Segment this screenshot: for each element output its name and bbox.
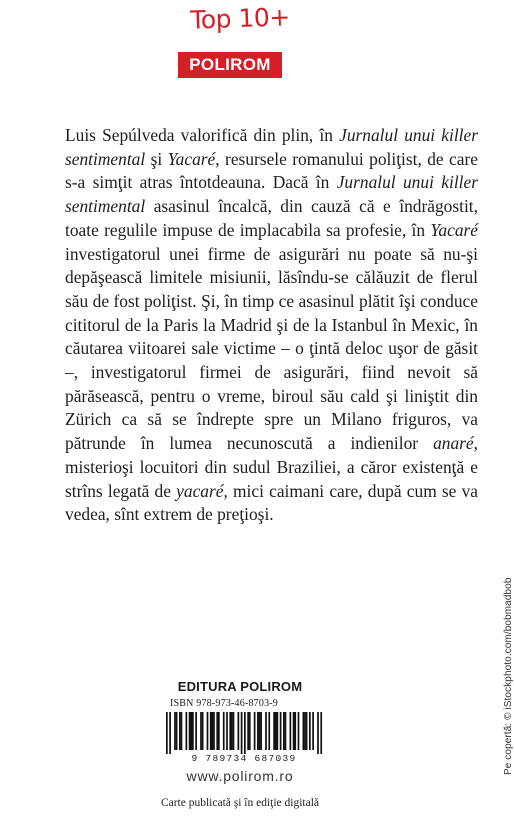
- barcode-bar: [273, 712, 275, 750]
- barcode-bar: [257, 712, 259, 750]
- barcode-block: [160, 698, 328, 766]
- barcode-bar: [298, 712, 300, 750]
- barcode-bar: [241, 712, 243, 754]
- barcode-bar: [192, 712, 194, 750]
- barcode-bar: [189, 712, 191, 750]
- digital-edition-note: Carte publicată şi în ediţie digitală: [160, 797, 320, 809]
- barcode-digits: 9 789734 687039: [191, 753, 297, 764]
- barcode-bar: [254, 712, 256, 750]
- publisher-name: EDITURA POLIROM: [177, 679, 303, 694]
- barcode-bar: [190, 712, 192, 750]
- barcode-bar: [260, 712, 262, 750]
- isbn-label: ISBN 978-973-46-8703-9: [170, 698, 279, 709]
- polirom-logo: POLIROM: [178, 52, 282, 78]
- barcode-bar: [294, 712, 296, 750]
- blurb-italic-title: Yacaré: [430, 219, 478, 240]
- cover-photo-credit: Pe copertă: © iStockphoto.com/bobmadbob: [503, 577, 514, 775]
- series-logo-top-10: Top 10+: [189, 2, 291, 35]
- barcode-bar: [280, 712, 282, 750]
- blurb-text: investigatorul unei firme de asigurări nu poate să nu-şi depăşească limitele misiunii, lăsîndu-se călăuzit de flerul său de fost poliţist. Şi, în timp ce asasinul plătit îşi conduce cititorul de la Paris la Madrid şi de la Istanbul în Mexic, în căutarea viitoarei sale victime – o ţintă deloc uşor de găsit –, investigatorul firmei de asigurări, fiind nevoit să părăsească, pentru o vreme, biroul său cald şi liniştit din Zürich ca să se îndrepte spre un Milano friguros, va pătrunde în lumea necunoscută a indienilor: [65, 243, 478, 454]
- barcode-bar: [277, 712, 279, 750]
- barcode-bar: [233, 712, 235, 750]
- barcode-bar: [320, 712, 322, 754]
- barcode-bar: [176, 712, 178, 750]
- barcode-bar: [210, 712, 212, 750]
- barcode-bar: [238, 712, 240, 750]
- barcode-bar: [306, 712, 308, 750]
- barcode-bar: [166, 712, 168, 754]
- blurb-text: asasinul încalcă, din cauză că e îndrăgostit, toate regulile impuse de implacabila sa profesie, în: [65, 196, 478, 240]
- barcode-bar: [283, 712, 285, 750]
- barcode-bar: [226, 712, 228, 750]
- barcode-bar: [268, 712, 270, 750]
- blurb-text: , misterioşi locuitori din sudul Braziliei, a căror existenţă e strîns legată de: [65, 433, 478, 501]
- barcode-bar: [202, 712, 204, 750]
- barcode-bar: [216, 712, 218, 750]
- barcode-bar: [213, 712, 215, 750]
- barcode-bar: [309, 712, 311, 750]
- barcode-bar: [181, 712, 183, 750]
- barcode-bar: [303, 712, 305, 750]
- blurb-italic-title: yacaré: [176, 480, 224, 501]
- barcode-bar: [244, 712, 246, 754]
- blurb-italic-title: Jurnalul unui killer sentimental: [65, 125, 478, 169]
- blurb-italic-title: Jurnalul unui killer sentimental: [65, 172, 478, 217]
- barcode-bar: [275, 712, 277, 750]
- barcode-bar: [186, 712, 188, 750]
- barcode-bar: [249, 712, 251, 750]
- barcode-bar: [304, 712, 306, 750]
- barcode-bar: [265, 712, 267, 750]
- barcode-bar: [229, 712, 231, 750]
- barcode-bar: [218, 712, 220, 750]
- barcode-bar: [223, 712, 225, 750]
- barcode-bar: [179, 712, 181, 750]
- blurb-text: , mici caimani care, după cum se va vedea, sînt extrem de preţioşi.: [65, 480, 478, 525]
- barcode-bar: [259, 712, 261, 750]
- barcode-bar: [169, 712, 171, 754]
- blurb-italic-title: Yacaré: [167, 148, 216, 169]
- barcode-bar: [317, 712, 319, 754]
- barcode-bar: [247, 712, 249, 750]
- barcode-bar: [285, 712, 287, 750]
- barcode-bar: [290, 712, 292, 750]
- barcode-icon: [166, 712, 322, 754]
- barcode-bar: [293, 712, 295, 750]
- barcode-bar: [312, 712, 314, 750]
- blurb-italic-title: anaré: [433, 433, 474, 454]
- barcode-bar: [200, 712, 202, 750]
- barcode-bar: [174, 712, 176, 750]
- barcode-bar: [195, 712, 197, 750]
- barcode-bar: [231, 712, 233, 750]
- blurb-text: şi: [145, 148, 168, 169]
- publisher-website: www.polirom.ro: [186, 768, 294, 784]
- back-cover-blurb: [65, 124, 478, 527]
- barcode-bar: [207, 712, 209, 750]
- blurb-text: , resursele romanului poliţist, de care s-a simţit atras întotdeauna. Dacă în: [65, 148, 478, 193]
- blurb-text: Luis Sepúlveda valorifică din plin, în: [65, 125, 340, 145]
- barcode-bar: [212, 712, 214, 750]
